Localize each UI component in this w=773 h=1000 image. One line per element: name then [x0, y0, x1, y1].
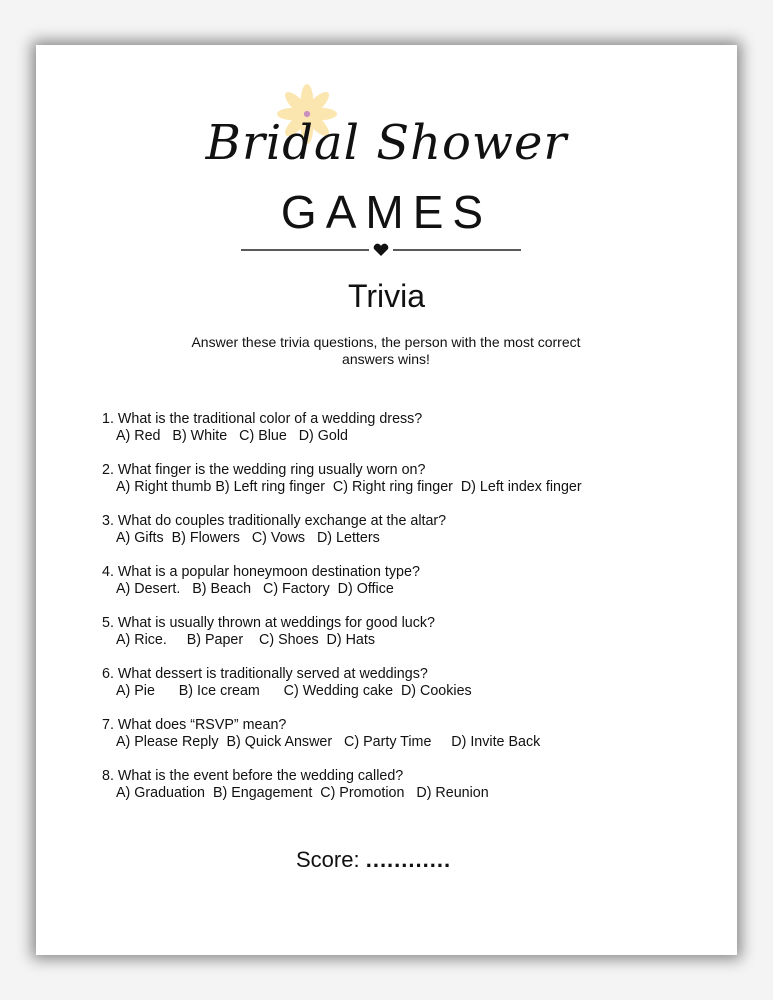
question-text: 3. What do couples traditionally exchange at the altar? — [102, 513, 447, 529]
question-text: 2. What finger is the wedding ring usually worn on? — [102, 462, 426, 478]
answer-options: A) Red B) White C) Blue D) Gold — [116, 428, 348, 444]
question-item — [102, 411, 582, 462]
heart-icon — [374, 244, 389, 256]
instructions: Answer these trivia questions, the person with the most correct answers wins! — [191, 334, 581, 367]
page-title: Trivia — [347, 278, 426, 314]
question-item — [102, 564, 582, 615]
answer-options: A) Pie B) Ice cream C) Wedding cake D) Cookies — [116, 683, 472, 699]
answer-options: A) Desert. B) Beach C) Factory D) Office — [116, 581, 394, 597]
script-title: Bridal Shower — [205, 115, 568, 171]
question-item — [102, 462, 582, 513]
question-text: 6. What dessert is traditionally served at weddings? — [102, 666, 428, 682]
answer-options: A) Rice. B) Paper C) Shoes D) Hats — [116, 632, 376, 648]
score-label: Score: — [296, 847, 360, 872]
question-item — [102, 513, 582, 564]
question-text: 8. What is the event before the wedding called? — [102, 768, 404, 784]
answer-options: A) Please Reply B) Quick Answer C) Party Time D) Invite Back — [116, 734, 541, 750]
question-text: 1. What is the traditional color of a wedding dress? — [102, 411, 423, 427]
score-line — [296, 847, 451, 873]
answer-options: A) Graduation B) Engagement C) Promotion D) Reunion — [116, 785, 489, 801]
answer-options: A) Gifts B) Flowers C) Vows D) Letters — [116, 530, 380, 546]
question-text: 7. What does “RSVP” mean? — [102, 717, 287, 733]
score-blank: ............ — [365, 847, 452, 872]
question-list — [102, 411, 582, 819]
question-item — [102, 666, 582, 717]
heart-divider — [241, 243, 521, 257]
answer-options: A) Right thumb B) Left ring finger C) Right ring finger D) Left index finger — [116, 479, 582, 495]
games-heading: GAMES — [280, 186, 493, 238]
question-item — [102, 717, 582, 768]
question-item — [102, 615, 582, 666]
question-item — [102, 768, 582, 819]
question-text: 5. What is usually thrown at weddings for good luck? — [102, 615, 435, 631]
question-text: 4. What is a popular honeymoon destination type? — [102, 564, 420, 580]
worksheet-page — [36, 45, 737, 955]
